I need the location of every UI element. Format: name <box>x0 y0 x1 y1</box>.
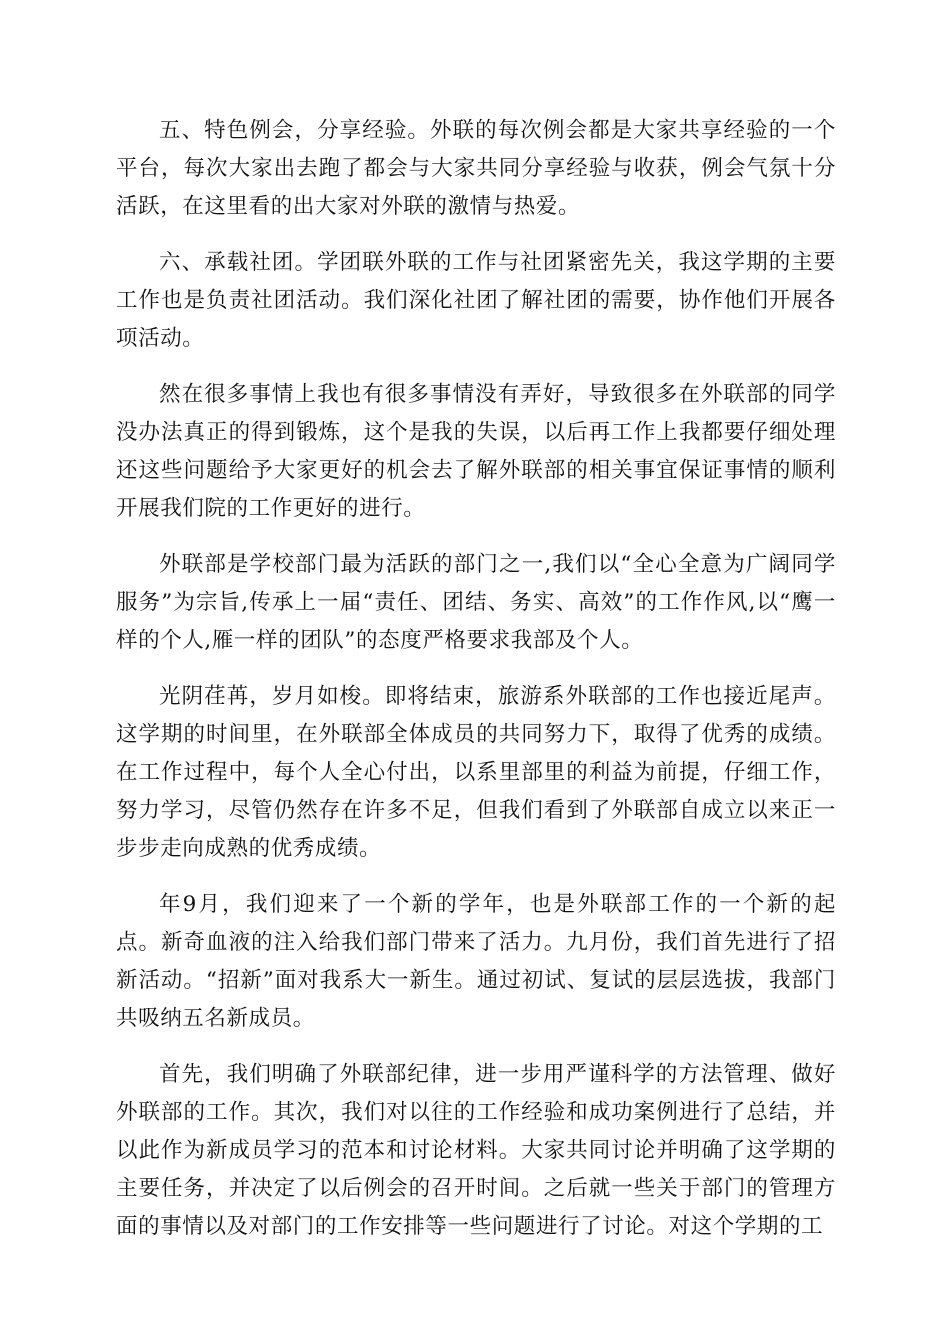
paragraph-recruitment: 年9月，我们迎来了一个新的学年，也是外联部工作的一个新的起点。新奇血液的注入给我们部门带来了活力。九月份，我们首先进行了招新活动。“招新”面对我系大一新生。通过初试、复试的层层选拔，我部门共吸纳五名新成员。 <box>116 892 836 1031</box>
paragraph-discipline-and-planning: 首先，我们明确了外联部纪律，进一步用严谨科学的方法管理、做好外联部的工作。其次，我们对以往的工作经验和成功案例进行了总结，并以此作为新成员学习的范本和讨论材料。大家共同讨论并明确了这学期的主要任务，并决定了以后例会的召开时间。之后就一些关于部门的管理方面的事情以及对部门的工作安排等一些问题进行了讨论。对这个学期的工 <box>116 1062 836 1239</box>
paragraph-department-purpose: 外联部是学校部门最为活跃的部门之一,我们以“全心全意为广阔同学服务”为宗旨,传承上一届“责任、团结、务实、高效”的工作作风,以“鹰一样的个人,雁一样的团队”的态度严格要求我部及个人。 <box>116 552 836 653</box>
paragraph-special-meeting: 五、特色例会，分享经验。外联的每次例会都是大家共享经验的一个平台，每次大家出去跑了都会与大家共同分享经验与收获，例会气氛十分活跃，在这里看的出大家对外联的激情与热爱。 <box>116 118 836 219</box>
document-body <box>116 112 836 1264</box>
paragraph-club-support: 六、承载社团。学团联外联的工作与社团紧密先关，我这学期的主要工作也是负责社团活动。我们深化社团了解社团的需要，协作他们开展各项活动。 <box>116 250 836 351</box>
paragraph-semester-summary: 光阴荏苒，岁月如梭。即将结束，旅游系外联部的工作也接近尾声。这学期的时间里，在外联部全体成员的共同努力下，取得了优秀的成绩。在工作过程中，每个人全心付出，以系里部里的利益为前提，仔细工作，努力学习，尽管仍然存在许多不足，但我们看到了外联部自成立以来正一步步走向成熟的优秀成绩。 <box>116 684 836 861</box>
paragraph-self-reflection: 然在很多事情上我也有很多事情没有弄好，导致很多在外联部的同学没办法真正的得到锻炼，这个是我的失误，以后再工作上我都要仔细处理还这些问题给予大家更好的机会去了解外联部的相关事宜保证事情的顺利开展我们院的工作更好的进行。 <box>116 382 836 521</box>
